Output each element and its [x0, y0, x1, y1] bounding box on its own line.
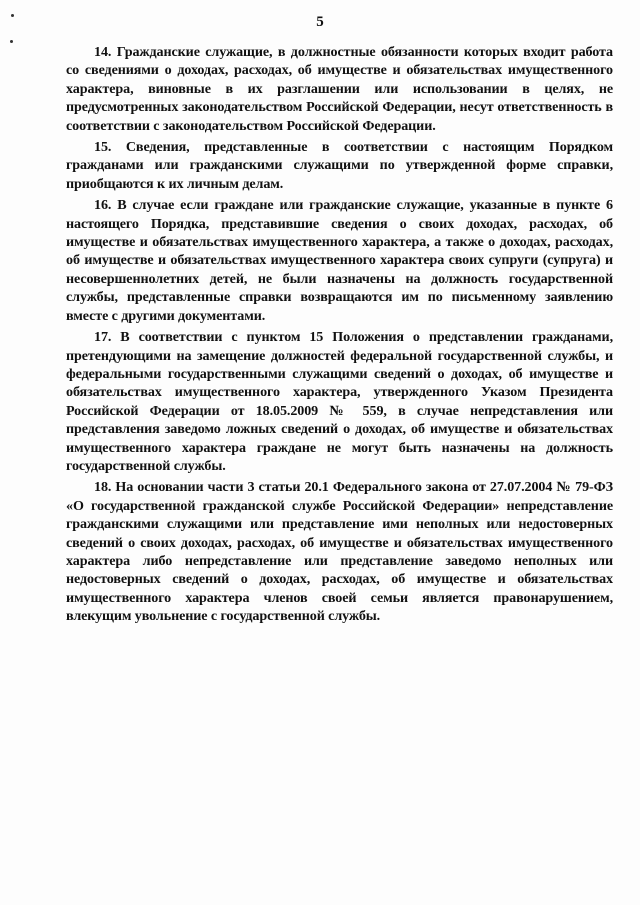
paragraph-17: 17. В соответствии с пунктом 15 Положения о представлении гражданами, претендующими на замещение должностей федеральной государственной службы, и федеральными государственными служащими сведений о доходах, об имуществе и обязательствах имущественного характера, утвержденного Указом Президента Российской Федерации от 18.05.2009 № 559, в случае непредставления или представления заведомо ложных сведений о доходах, об имуществе и обязательствах имущественного характера граждане не могут быть назначены на должность государственной службы. [66, 329, 613, 474]
page-number: 5 [316, 14, 324, 30]
paragraph-15: 15. Сведения, представленные в соответствии с настоящим Порядком гражданами или гражданскими служащими по утвержденной форме справки, приобщаются к их личным делам. [66, 139, 613, 192]
paragraph-14: 14. Гражданские служащие, в должностные обязанности которых входит работа со сведениями о доходах, расходах, об имуществе и обязательствах имущественного характера, виновные в их разглашении или использовании в целях, не предусмотренных законодательством Российской Федерации, несут ответственность в соответствии с законодательством Российской Федерации. [66, 44, 613, 134]
scan-dot-mark [10, 40, 13, 43]
paragraph-16: 16. В случае если граждане или гражданские служащие, указанные в пункте 6 настоящего Порядка, представившие сведения о своих доходах, расходах, об имуществе и обязательствах имущественного характера, а также о доходах, расходах, об имуществе и обязательствах имущественного характера своих супруги (супруга) и несовершеннолетних детей, не были назначены на должность государственной службы, представленные справки возвращаются им по письменному заявлению вместе с другими документами. [66, 197, 613, 324]
document-body [66, 43, 613, 629]
paragraph-18: 18. На основании части 3 статьи 20.1 Федерального закона от 27.07.2004 № 79-ФЗ «О государственной гражданской службе Российской Федерации» непредставление гражданскими служащими или представление ими неполных или недостоверных сведений о своих доходах, расходах, об имуществе и обязательствах имущественного характера либо непредставление или представление заведомо неполных или недостоверных сведений о доходах, расходах, об имуществе и обязательствах имущественного характера членов своей семьи является правонарушением, влекущим увольнение с государственной службы. [66, 479, 613, 625]
